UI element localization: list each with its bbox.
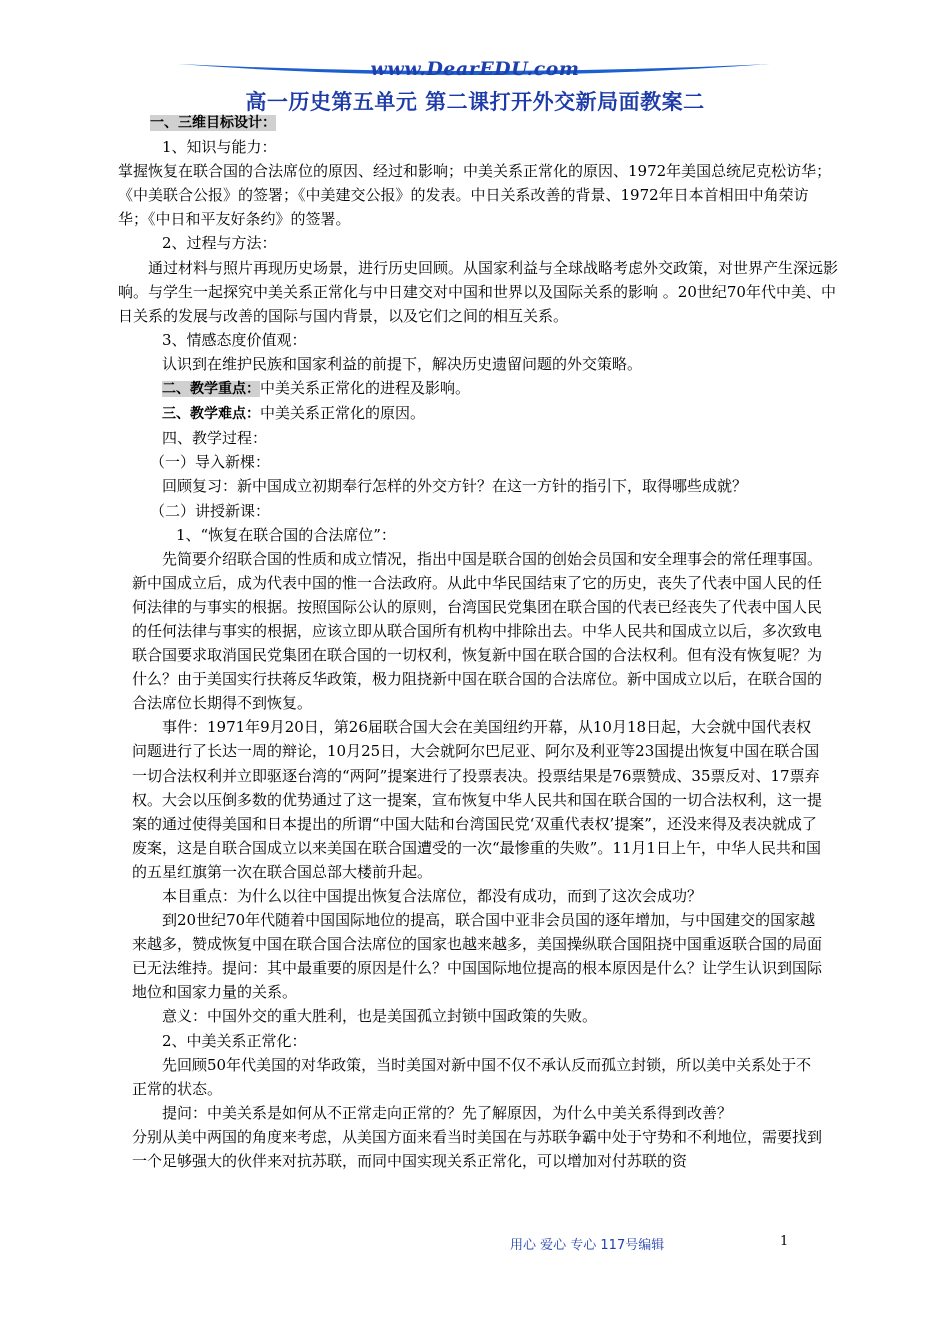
paragraph: 本目重点：为什么以往中国提出恢复合法席位，都没有成功，而到了这次会成功？ <box>162 887 703 905</box>
subheading: 1、知识与能力： <box>162 138 277 157</box>
site-url: www.DearEDU.com <box>370 58 580 80</box>
paragraph: 回顾复习：新中国成立初期奉行怎样的外交方针？在这一方针的指引下，取得哪些成就？ <box>162 477 748 496</box>
section-heading: 一、三维目标设计： <box>150 115 276 131</box>
paragraph: 分别从美中两国的角度来考虑，从美国方面来看当时美国在与苏联争霸中处于守势和不利地位，需要找到一个足够强大的伙伴来对抗苏联，而同中国实现关系正常化，可以增加对付苏联的资 <box>132 1127 823 1171</box>
section-heading: 二、教学重点： <box>162 381 260 398</box>
page-title: 高一历史第五单元 第二课打开外交新局面教案二 <box>245 90 705 114</box>
section-heading: 四、教学过程： <box>162 429 268 448</box>
paragraph: 提问：中美关系是如何从不正常走向正常的？先了解原因，为什么中美关系得到改善？ <box>162 1103 733 1122</box>
paragraph: 意义：中国外交的重大胜利，也是美国孤立封锁中国政策的失败。 <box>162 1007 598 1026</box>
paragraph: 掌握恢复在联合国的合法席位的原因、经过和影响；中美关系正常化的原因、1972年美国总统尼克松访华；《中美联合公报》的签署；《中美建交公报》的发表。中日关系改善的背景、1972年日本首相田中角荣访华；《中日和平友好条约》的签署。 <box>118 162 832 229</box>
subheading: （二）讲授新课： <box>150 501 271 520</box>
document-body <box>118 110 839 1173</box>
paragraph: 事件：1971年9月20日，第26届联合国大会在美国纽约开幕，从10月18日起，大会就中国代表权问题进行了长达一周的辩论，10月25日，大会就阿尔巴尼亚、阿尔及利亚等23国提出恢复中国在联合国一切合法权利并立即驱逐台湾的“两阿”提案进行了投票表决。投票结果是76票赞成、35票反对、17票弃权。大会以压倒多数的优势通过了这一提案，宣布恢复中华人民共和国在联合国的一切合法权利，这一提案的通过使得美国和日本提出的所谓“中国大陆和台湾国民党‘双重代表权’提案”，还没来得及表决就成了废案，这是自联合国成立以来美国在联合国遭受的一次“最惨重的失败”。11月1日上午，中华人民共和国的五星红旗第一次在联合国总部大楼前升起。 <box>132 718 823 881</box>
section-text: 中美关系正常化的进程及影响。 <box>260 379 471 398</box>
paragraph: 通过材料与照片再现历史场景，进行历史回顾。从国家利益与全球战略考虑外交政策，对世界产生深远影响。与学生一起探究中美关系正常化与中日建交对中国和世界以及国际关系的影响 。20世纪70年代中美、中日关系的发展与改善的国际与国内背景，以及它们之间的相互关系。 <box>118 258 839 325</box>
page-number: 1 <box>780 1234 789 1249</box>
subheading: 2、过程与方法： <box>162 234 277 253</box>
paragraph: 到20世纪70年代随着中国国际地位的提高，联合国中亚非会员国的逐年增加，与中国建交的国家越来越多，赞成恢复中国在联合国合法席位的国家也越来越多，美国操纵联合国阻挠中国重返联合国的局面已无法维持。提问：其中最重要的原因是什么？中国国际地位提高的根本原因是什么？让学生认识到国际地位和国家力量的关系。 <box>132 911 823 1002</box>
paragraph: 先回顾50年代美国的对华政策，当时美国对新中国不仅不承认反而孤立封锁，所以美中关系处于不正常的状态。 <box>132 1055 812 1098</box>
subheading: 3、情感态度价值观： <box>162 330 307 349</box>
footer-note: 用心 爱心 专心 117号编辑 <box>510 1238 665 1253</box>
subheading: 2、中美关系正常化： <box>162 1031 307 1050</box>
subheading: 1、“恢复在联合国的合法席位”： <box>176 525 396 544</box>
paragraph: 先简要介绍联合国的性质和成立情况，指出中国是联合国的创始会员国和安全理事会的常任理事国。新中国成立后，成为代表中国的惟一合法政府。从此中华民国结束了它的历史，丧失了代表中国人民的任何法律的与事实的根据。按照国际公认的原则，台湾国民党集团在联合国的代表已经丧失了代表中国人民的任何法律与事实的根据，应该立即从联合国所有机构中排除出去。中华人民共和国成立以后，多次致电联合国要求取消国民党集团在联合国的一切权利，恢复新中国在联合国的合法权利。但有没有恢复呢？为什么？由于美国实行扶蒋反华政策，极力阻挠新中国在联合国的合法席位。新中国成立以后，在联合国的合法席位长期得不到恢复。 <box>132 549 823 713</box>
subheading: （一）导入新棵： <box>150 453 271 472</box>
section-heading: 三、教学难点： <box>162 406 260 423</box>
section-text: 中美关系正常化的原因。 <box>260 404 426 423</box>
paragraph: 认识到在维护民族和国家利益的前提下，解决历史遗留问题的外交策略。 <box>162 354 643 373</box>
